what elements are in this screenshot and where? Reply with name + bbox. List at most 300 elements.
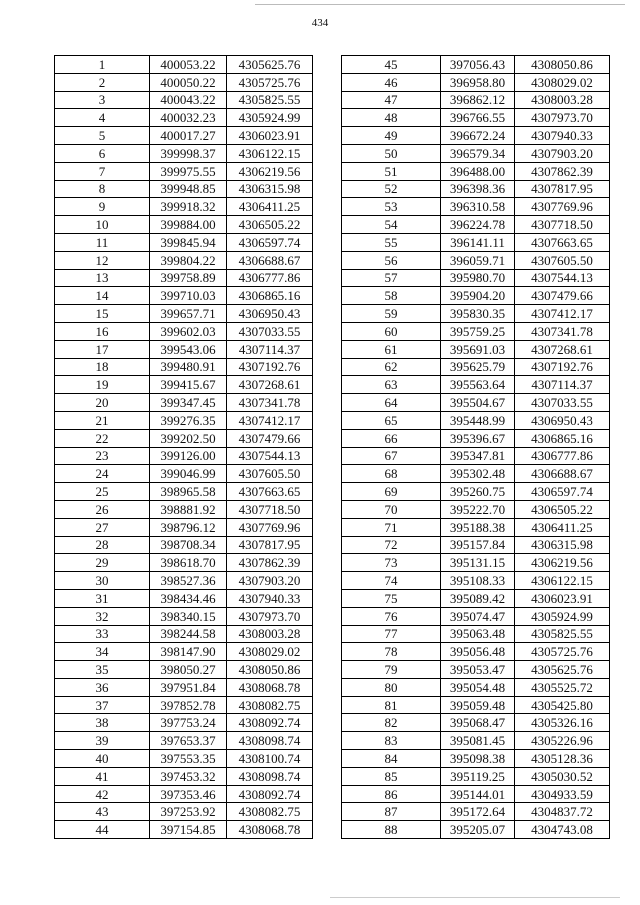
table-row bbox=[342, 251, 610, 269]
point-number-cell: 72 bbox=[342, 536, 441, 554]
y-coordinate-cell: 4307114.37 bbox=[515, 376, 610, 394]
point-number-cell: 57 bbox=[342, 269, 441, 287]
point-number-cell: 21 bbox=[55, 411, 150, 429]
y-coordinate-cell: 4307817.95 bbox=[227, 536, 313, 554]
y-coordinate-cell: 4308082.75 bbox=[227, 696, 313, 714]
x-coordinate-cell: 396141.11 bbox=[441, 233, 515, 251]
y-coordinate-cell: 4307605.50 bbox=[227, 465, 313, 483]
y-coordinate-cell: 4307862.39 bbox=[515, 162, 610, 180]
table-row bbox=[342, 714, 610, 732]
table-row bbox=[55, 483, 313, 501]
point-number-cell: 47 bbox=[342, 91, 441, 109]
x-coordinate-cell: 398796.12 bbox=[150, 518, 227, 536]
x-coordinate-cell: 397951.84 bbox=[150, 678, 227, 696]
y-coordinate-cell: 4306411.25 bbox=[515, 518, 610, 536]
point-number-cell: 78 bbox=[342, 643, 441, 661]
x-coordinate-cell: 395068.47 bbox=[441, 714, 515, 732]
y-coordinate-cell: 4304837.72 bbox=[515, 803, 610, 821]
table-row bbox=[342, 625, 610, 643]
point-number-cell: 53 bbox=[342, 198, 441, 216]
table-row bbox=[342, 732, 610, 750]
x-coordinate-cell: 395119.25 bbox=[441, 767, 515, 785]
table-row bbox=[55, 625, 313, 643]
y-coordinate-cell: 4307114.37 bbox=[227, 340, 313, 358]
x-coordinate-cell: 395504.67 bbox=[441, 394, 515, 412]
x-coordinate-cell: 397852.78 bbox=[150, 696, 227, 714]
point-number-cell: 71 bbox=[342, 518, 441, 536]
y-coordinate-cell: 4306597.74 bbox=[515, 483, 610, 501]
y-coordinate-cell: 4307769.96 bbox=[515, 198, 610, 216]
point-number-cell: 65 bbox=[342, 411, 441, 429]
y-coordinate-cell: 4305425.80 bbox=[515, 696, 610, 714]
table-row bbox=[342, 678, 610, 696]
y-coordinate-cell: 4307973.70 bbox=[515, 109, 610, 127]
table-row bbox=[342, 554, 610, 572]
x-coordinate-cell: 395563.64 bbox=[441, 376, 515, 394]
y-coordinate-cell: 4307341.78 bbox=[515, 322, 610, 340]
y-coordinate-cell: 4306865.16 bbox=[515, 429, 610, 447]
y-coordinate-cell: 4308029.02 bbox=[227, 643, 313, 661]
point-number-cell: 83 bbox=[342, 732, 441, 750]
table-row bbox=[342, 162, 610, 180]
table-row bbox=[55, 447, 313, 465]
y-coordinate-cell: 4304743.08 bbox=[515, 821, 610, 839]
table-row bbox=[342, 287, 610, 305]
table-row bbox=[342, 572, 610, 590]
x-coordinate-cell: 396398.36 bbox=[441, 180, 515, 198]
table-row bbox=[342, 500, 610, 518]
point-number-cell: 41 bbox=[55, 767, 150, 785]
y-coordinate-cell: 4308003.28 bbox=[227, 625, 313, 643]
y-coordinate-cell: 4305924.99 bbox=[227, 109, 313, 127]
x-coordinate-cell: 398434.46 bbox=[150, 589, 227, 607]
point-number-cell: 4 bbox=[55, 109, 150, 127]
y-coordinate-cell: 4305525.72 bbox=[515, 678, 610, 696]
point-number-cell: 24 bbox=[55, 465, 150, 483]
point-number-cell: 20 bbox=[55, 394, 150, 412]
point-number-cell: 39 bbox=[55, 732, 150, 750]
table-row bbox=[342, 269, 610, 287]
point-number-cell: 5 bbox=[55, 127, 150, 145]
y-coordinate-cell: 4306505.22 bbox=[227, 216, 313, 234]
x-coordinate-cell: 397453.32 bbox=[150, 767, 227, 785]
table-row bbox=[342, 198, 610, 216]
table-row bbox=[342, 394, 610, 412]
y-coordinate-cell: 4308050.86 bbox=[515, 56, 610, 74]
y-coordinate-cell: 4308068.78 bbox=[227, 678, 313, 696]
table-row bbox=[55, 750, 313, 768]
point-number-cell: 17 bbox=[55, 340, 150, 358]
x-coordinate-cell: 395144.01 bbox=[441, 785, 515, 803]
table-row bbox=[55, 678, 313, 696]
table-row bbox=[55, 180, 313, 198]
table-row bbox=[55, 661, 313, 679]
table-row bbox=[342, 127, 610, 145]
table-row bbox=[342, 340, 610, 358]
y-coordinate-cell: 4305825.55 bbox=[515, 625, 610, 643]
page-number: 434 bbox=[311, 17, 329, 29]
table-row bbox=[55, 500, 313, 518]
table-row bbox=[55, 322, 313, 340]
point-number-cell: 45 bbox=[342, 56, 441, 74]
x-coordinate-cell: 399804.22 bbox=[150, 251, 227, 269]
y-coordinate-cell: 4306865.16 bbox=[227, 287, 313, 305]
point-number-cell: 9 bbox=[55, 198, 150, 216]
point-number-cell: 50 bbox=[342, 144, 441, 162]
point-number-cell: 63 bbox=[342, 376, 441, 394]
table-row bbox=[342, 56, 610, 74]
point-number-cell: 35 bbox=[55, 661, 150, 679]
table-row bbox=[342, 465, 610, 483]
x-coordinate-cell: 399480.91 bbox=[150, 358, 227, 376]
x-coordinate-cell: 400053.22 bbox=[150, 56, 227, 74]
table-row bbox=[55, 394, 313, 412]
point-number-cell: 26 bbox=[55, 500, 150, 518]
point-number-cell: 79 bbox=[342, 661, 441, 679]
x-coordinate-cell: 396862.12 bbox=[441, 91, 515, 109]
y-coordinate-cell: 4306315.98 bbox=[515, 536, 610, 554]
x-coordinate-cell: 399918.32 bbox=[150, 198, 227, 216]
y-coordinate-cell: 4306597.74 bbox=[227, 233, 313, 251]
y-coordinate-cell: 4305226.96 bbox=[515, 732, 610, 750]
point-number-cell: 69 bbox=[342, 483, 441, 501]
table-row bbox=[342, 305, 610, 323]
table-row bbox=[342, 73, 610, 91]
y-coordinate-cell: 4307479.66 bbox=[227, 429, 313, 447]
x-coordinate-cell: 395260.75 bbox=[441, 483, 515, 501]
point-number-cell: 64 bbox=[342, 394, 441, 412]
table-row bbox=[55, 518, 313, 536]
table-row bbox=[55, 287, 313, 305]
point-number-cell: 59 bbox=[342, 305, 441, 323]
table-row bbox=[55, 696, 313, 714]
y-coordinate-cell: 4305625.76 bbox=[227, 56, 313, 74]
table-row bbox=[342, 785, 610, 803]
table-row bbox=[55, 607, 313, 625]
y-coordinate-cell: 4308029.02 bbox=[515, 73, 610, 91]
point-number-cell: 87 bbox=[342, 803, 441, 821]
point-number-cell: 13 bbox=[55, 269, 150, 287]
table-row bbox=[55, 411, 313, 429]
y-coordinate-cell: 4306777.86 bbox=[227, 269, 313, 287]
x-coordinate-cell: 395188.38 bbox=[441, 518, 515, 536]
point-number-cell: 88 bbox=[342, 821, 441, 839]
point-number-cell: 54 bbox=[342, 216, 441, 234]
table-row bbox=[342, 536, 610, 554]
y-coordinate-cell: 4306315.98 bbox=[227, 180, 313, 198]
y-coordinate-cell: 4307903.20 bbox=[515, 144, 610, 162]
table-row bbox=[55, 233, 313, 251]
x-coordinate-cell: 395063.48 bbox=[441, 625, 515, 643]
point-number-cell: 29 bbox=[55, 554, 150, 572]
x-coordinate-cell: 395448.99 bbox=[441, 411, 515, 429]
table-row bbox=[342, 767, 610, 785]
table-row bbox=[55, 162, 313, 180]
y-coordinate-cell: 4308082.75 bbox=[227, 803, 313, 821]
x-coordinate-cell: 396579.34 bbox=[441, 144, 515, 162]
y-coordinate-cell: 4307940.33 bbox=[227, 589, 313, 607]
y-coordinate-cell: 4307769.96 bbox=[227, 518, 313, 536]
table-row bbox=[55, 767, 313, 785]
table-row bbox=[342, 358, 610, 376]
y-coordinate-cell: 4308100.74 bbox=[227, 750, 313, 768]
table-row bbox=[55, 714, 313, 732]
x-coordinate-cell: 398244.58 bbox=[150, 625, 227, 643]
point-number-cell: 37 bbox=[55, 696, 150, 714]
y-coordinate-cell: 4306122.15 bbox=[227, 144, 313, 162]
x-coordinate-cell: 395108.33 bbox=[441, 572, 515, 590]
y-coordinate-cell: 4307940.33 bbox=[515, 127, 610, 145]
y-coordinate-cell: 4308092.74 bbox=[227, 785, 313, 803]
point-number-cell: 48 bbox=[342, 109, 441, 127]
x-coordinate-cell: 395172.64 bbox=[441, 803, 515, 821]
table-body bbox=[342, 56, 610, 839]
x-coordinate-cell: 395904.20 bbox=[441, 287, 515, 305]
y-coordinate-cell: 4307862.39 bbox=[227, 554, 313, 572]
point-number-cell: 85 bbox=[342, 767, 441, 785]
y-coordinate-cell: 4307903.20 bbox=[227, 572, 313, 590]
x-coordinate-cell: 398618.70 bbox=[150, 554, 227, 572]
point-number-cell: 70 bbox=[342, 500, 441, 518]
table-row bbox=[342, 607, 610, 625]
coordinates-table-right bbox=[341, 55, 610, 839]
x-coordinate-cell: 395625.79 bbox=[441, 358, 515, 376]
point-number-cell: 46 bbox=[342, 73, 441, 91]
point-number-cell: 27 bbox=[55, 518, 150, 536]
point-number-cell: 77 bbox=[342, 625, 441, 643]
table-row bbox=[55, 643, 313, 661]
y-coordinate-cell: 4307544.13 bbox=[227, 447, 313, 465]
point-number-cell: 42 bbox=[55, 785, 150, 803]
x-coordinate-cell: 400043.22 bbox=[150, 91, 227, 109]
y-coordinate-cell: 4306023.91 bbox=[227, 127, 313, 145]
x-coordinate-cell: 399884.00 bbox=[150, 216, 227, 234]
x-coordinate-cell: 395131.15 bbox=[441, 554, 515, 572]
point-number-cell: 52 bbox=[342, 180, 441, 198]
y-coordinate-cell: 4307663.65 bbox=[227, 483, 313, 501]
x-coordinate-cell: 395980.70 bbox=[441, 269, 515, 287]
y-coordinate-cell: 4306219.56 bbox=[227, 162, 313, 180]
y-coordinate-cell: 4307605.50 bbox=[515, 251, 610, 269]
table-row bbox=[342, 750, 610, 768]
table-row bbox=[342, 661, 610, 679]
x-coordinate-cell: 399710.03 bbox=[150, 287, 227, 305]
x-coordinate-cell: 398050.27 bbox=[150, 661, 227, 679]
table-row bbox=[55, 821, 313, 839]
point-number-cell: 25 bbox=[55, 483, 150, 501]
x-coordinate-cell: 399347.45 bbox=[150, 394, 227, 412]
table-row bbox=[342, 821, 610, 839]
table-row bbox=[342, 518, 610, 536]
point-number-cell: 10 bbox=[55, 216, 150, 234]
x-coordinate-cell: 398708.34 bbox=[150, 536, 227, 554]
y-coordinate-cell: 4306688.67 bbox=[227, 251, 313, 269]
x-coordinate-cell: 399975.55 bbox=[150, 162, 227, 180]
point-number-cell: 75 bbox=[342, 589, 441, 607]
y-coordinate-cell: 4306023.91 bbox=[515, 589, 610, 607]
table-row bbox=[55, 785, 313, 803]
table-row bbox=[55, 216, 313, 234]
y-coordinate-cell: 4307192.76 bbox=[227, 358, 313, 376]
table-row bbox=[55, 91, 313, 109]
point-number-cell: 74 bbox=[342, 572, 441, 590]
x-coordinate-cell: 397253.92 bbox=[150, 803, 227, 821]
y-coordinate-cell: 4305326.16 bbox=[515, 714, 610, 732]
x-coordinate-cell: 395089.42 bbox=[441, 589, 515, 607]
x-coordinate-cell: 397353.46 bbox=[150, 785, 227, 803]
point-number-cell: 6 bbox=[55, 144, 150, 162]
y-coordinate-cell: 4307033.55 bbox=[227, 322, 313, 340]
y-coordinate-cell: 4307341.78 bbox=[227, 394, 313, 412]
y-coordinate-cell: 4308068.78 bbox=[227, 821, 313, 839]
y-coordinate-cell: 4305725.76 bbox=[227, 73, 313, 91]
point-number-cell: 36 bbox=[55, 678, 150, 696]
point-number-cell: 34 bbox=[55, 643, 150, 661]
y-coordinate-cell: 4305924.99 bbox=[515, 607, 610, 625]
y-coordinate-cell: 4306777.86 bbox=[515, 447, 610, 465]
point-number-cell: 1 bbox=[55, 56, 150, 74]
point-number-cell: 66 bbox=[342, 429, 441, 447]
y-coordinate-cell: 4306950.43 bbox=[227, 305, 313, 323]
point-number-cell: 58 bbox=[342, 287, 441, 305]
y-coordinate-cell: 4307412.17 bbox=[227, 411, 313, 429]
x-coordinate-cell: 397553.35 bbox=[150, 750, 227, 768]
table-row bbox=[342, 180, 610, 198]
point-number-cell: 68 bbox=[342, 465, 441, 483]
y-coordinate-cell: 4305128.36 bbox=[515, 750, 610, 768]
table-row bbox=[55, 572, 313, 590]
x-coordinate-cell: 396059.71 bbox=[441, 251, 515, 269]
point-number-cell: 80 bbox=[342, 678, 441, 696]
point-number-cell: 30 bbox=[55, 572, 150, 590]
table-row bbox=[342, 144, 610, 162]
y-coordinate-cell: 4307268.61 bbox=[515, 340, 610, 358]
point-number-cell: 22 bbox=[55, 429, 150, 447]
point-number-cell: 3 bbox=[55, 91, 150, 109]
table-row bbox=[342, 322, 610, 340]
table-body bbox=[55, 56, 313, 839]
table-row bbox=[342, 447, 610, 465]
table-row bbox=[342, 429, 610, 447]
x-coordinate-cell: 396488.00 bbox=[441, 162, 515, 180]
x-coordinate-cell: 395759.25 bbox=[441, 322, 515, 340]
point-number-cell: 7 bbox=[55, 162, 150, 180]
x-coordinate-cell: 395074.47 bbox=[441, 607, 515, 625]
y-coordinate-cell: 4307033.55 bbox=[515, 394, 610, 412]
x-coordinate-cell: 398527.36 bbox=[150, 572, 227, 590]
x-coordinate-cell: 397653.37 bbox=[150, 732, 227, 750]
table-row bbox=[55, 554, 313, 572]
y-coordinate-cell: 4308098.74 bbox=[227, 732, 313, 750]
point-number-cell: 84 bbox=[342, 750, 441, 768]
y-coordinate-cell: 4306688.67 bbox=[515, 465, 610, 483]
x-coordinate-cell: 396672.24 bbox=[441, 127, 515, 145]
x-coordinate-cell: 395205.07 bbox=[441, 821, 515, 839]
table-row bbox=[342, 803, 610, 821]
point-number-cell: 33 bbox=[55, 625, 150, 643]
point-number-cell: 16 bbox=[55, 322, 150, 340]
x-coordinate-cell: 399602.03 bbox=[150, 322, 227, 340]
point-number-cell: 60 bbox=[342, 322, 441, 340]
y-coordinate-cell: 4307544.13 bbox=[515, 269, 610, 287]
y-coordinate-cell: 4308098.74 bbox=[227, 767, 313, 785]
point-number-cell: 12 bbox=[55, 251, 150, 269]
y-coordinate-cell: 4307718.50 bbox=[515, 216, 610, 234]
x-coordinate-cell: 399276.35 bbox=[150, 411, 227, 429]
point-number-cell: 14 bbox=[55, 287, 150, 305]
table-row bbox=[55, 127, 313, 145]
table-row bbox=[55, 803, 313, 821]
y-coordinate-cell: 4306950.43 bbox=[515, 411, 610, 429]
x-coordinate-cell: 395053.47 bbox=[441, 661, 515, 679]
table-row bbox=[55, 536, 313, 554]
bottom-rule bbox=[330, 897, 620, 898]
table-row bbox=[55, 465, 313, 483]
table-row bbox=[55, 589, 313, 607]
x-coordinate-cell: 395691.03 bbox=[441, 340, 515, 358]
x-coordinate-cell: 395059.48 bbox=[441, 696, 515, 714]
table-row bbox=[342, 696, 610, 714]
table-row bbox=[342, 376, 610, 394]
y-coordinate-cell: 4305030.52 bbox=[515, 767, 610, 785]
table-row bbox=[55, 251, 313, 269]
point-number-cell: 11 bbox=[55, 233, 150, 251]
y-coordinate-cell: 4307663.65 bbox=[515, 233, 610, 251]
top-rule bbox=[255, 4, 625, 5]
table-row bbox=[55, 269, 313, 287]
y-coordinate-cell: 4306411.25 bbox=[227, 198, 313, 216]
y-coordinate-cell: 4307718.50 bbox=[227, 500, 313, 518]
y-coordinate-cell: 4307268.61 bbox=[227, 376, 313, 394]
point-number-cell: 82 bbox=[342, 714, 441, 732]
point-number-cell: 67 bbox=[342, 447, 441, 465]
table-row bbox=[342, 216, 610, 234]
point-number-cell: 81 bbox=[342, 696, 441, 714]
point-number-cell: 23 bbox=[55, 447, 150, 465]
x-coordinate-cell: 395396.67 bbox=[441, 429, 515, 447]
x-coordinate-cell: 395056.48 bbox=[441, 643, 515, 661]
x-coordinate-cell: 399758.89 bbox=[150, 269, 227, 287]
table-row bbox=[55, 340, 313, 358]
x-coordinate-cell: 399126.00 bbox=[150, 447, 227, 465]
x-coordinate-cell: 395098.38 bbox=[441, 750, 515, 768]
point-number-cell: 15 bbox=[55, 305, 150, 323]
x-coordinate-cell: 395347.81 bbox=[441, 447, 515, 465]
table-row bbox=[55, 73, 313, 91]
table-row bbox=[55, 429, 313, 447]
x-coordinate-cell: 397753.24 bbox=[150, 714, 227, 732]
table-row bbox=[342, 589, 610, 607]
table-row bbox=[55, 358, 313, 376]
x-coordinate-cell: 400032.23 bbox=[150, 109, 227, 127]
table-row bbox=[55, 109, 313, 127]
table-row bbox=[342, 233, 610, 251]
x-coordinate-cell: 399202.50 bbox=[150, 429, 227, 447]
y-coordinate-cell: 4307192.76 bbox=[515, 358, 610, 376]
y-coordinate-cell: 4306505.22 bbox=[515, 500, 610, 518]
x-coordinate-cell: 395830.35 bbox=[441, 305, 515, 323]
x-coordinate-cell: 398881.92 bbox=[150, 500, 227, 518]
point-number-cell: 51 bbox=[342, 162, 441, 180]
table-row bbox=[55, 732, 313, 750]
coordinates-table-left bbox=[54, 55, 313, 839]
x-coordinate-cell: 395081.45 bbox=[441, 732, 515, 750]
y-coordinate-cell: 4307412.17 bbox=[515, 305, 610, 323]
x-coordinate-cell: 398340.15 bbox=[150, 607, 227, 625]
point-number-cell: 32 bbox=[55, 607, 150, 625]
y-coordinate-cell: 4304933.59 bbox=[515, 785, 610, 803]
x-coordinate-cell: 399543.06 bbox=[150, 340, 227, 358]
